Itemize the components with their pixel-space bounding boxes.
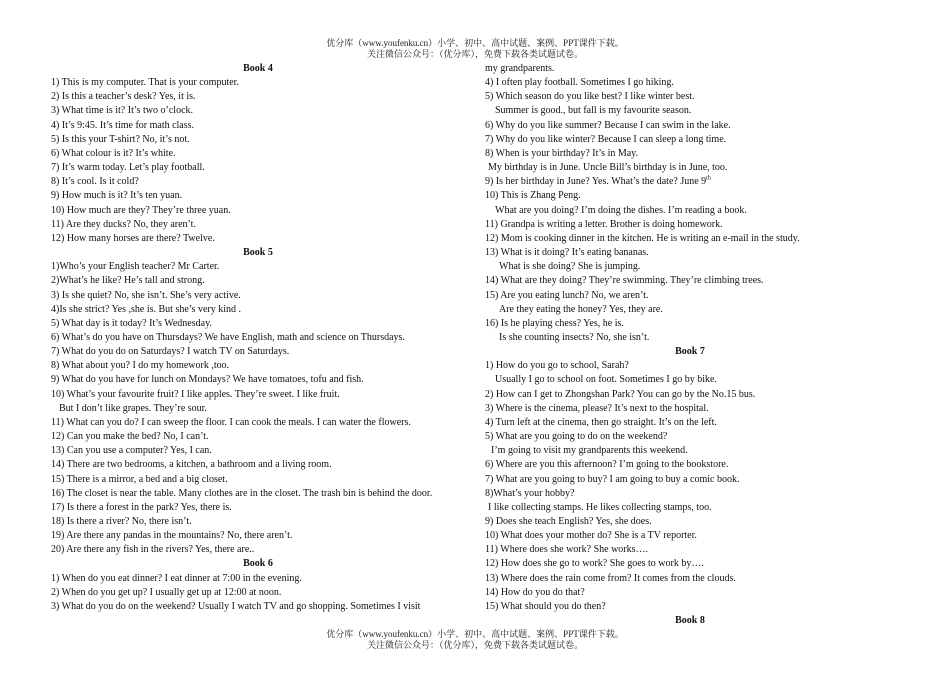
list-item: Are they eating the honey? Yes, they are. (499, 303, 663, 315)
list-item: 14) How do you do that? (485, 586, 585, 598)
footer-line-2: 关注微信公众号：（优分库），免费下载各类试题试卷。 (366, 640, 583, 650)
right-column (485, 62, 895, 628)
list-item: Is she counting insects? No, she isn’t. (499, 331, 650, 343)
list-item: 3) What time is it? It’s two o’clock. (51, 105, 194, 117)
list-item: I like collecting stamps. He likes collecting stamps, too. (488, 501, 712, 513)
book-8-title: Book 8 (675, 615, 705, 627)
list-item: 1) How do you go to school, Sarah? (485, 360, 629, 372)
list-item: 15) Are you eating lunch? No, we aren’t. (485, 289, 649, 301)
list-item: 11) Where does she work? She works…. (485, 544, 649, 556)
list-item: 14) What are they doing? They’re swimming. They’re climbing trees. (485, 275, 764, 287)
list-item: My birthday is in June. Uncle Bill’s birthday is in June, too. (488, 162, 728, 174)
list-item: 15) There is a mirror, a bed and a big closet. (51, 473, 228, 485)
list-item: 16) Is he playing chess? Yes, he is. (485, 317, 624, 329)
list-item: 13) What is it doing? It’s eating bananas. (485, 247, 649, 259)
list-item: 4) Turn left at the cinema, then go straight. It’s on the left. (485, 416, 717, 428)
list-item: Summer is good., but fall is my favourite season. (495, 105, 692, 117)
list-item: 10) What’s your favourite fruit? I like apples. They’re sweet. I like fruit. (51, 388, 340, 400)
list-item: 13) Where does the rain come from? It comes from the clouds. (485, 572, 736, 584)
page-header (0, 38, 950, 60)
list-item: 5) What day is it today? It’s Wednesday. (51, 317, 212, 329)
list-item: 5) Is this your T-shirt? No, it’s not. (51, 133, 190, 145)
list-item: 5) Which season do you like best? I like winter best. (485, 91, 695, 103)
date-ordinal-suffix: th (706, 175, 711, 182)
list-item: 9) Does she teach English? Yes, she does. (485, 516, 652, 527)
list-item: 7) What do you do on Saturdays? I watch TV on Saturdays. (51, 346, 290, 358)
list-item: 2) Is this a teacher’s desk? Yes, it is. (51, 91, 196, 103)
list-item: What is she doing? She is jumping. (499, 261, 641, 273)
list-item: 6) What colour is it? It’s white. (51, 147, 176, 159)
list-item: 7) Why do you like winter? Because I can sleep a long time. (485, 133, 727, 145)
list-item: 4) I often play football. Sometimes I go hiking. (485, 77, 674, 89)
list-item: 10) What does your mother do? She is a TV reporter. (485, 530, 697, 542)
list-item: 14) There are two bedrooms, a kitchen, a bathroom and a living room. (51, 459, 332, 471)
list-item: 9) What do you have for lunch on Mondays? We have tomatoes, tofu and fish. (51, 374, 364, 386)
list-item: 9) How much is it? It’s ten yuan. (51, 190, 183, 202)
list-item: 15) What should you do then? (485, 600, 606, 612)
list-item: But I don’t like grapes. They’re sour. (59, 402, 207, 414)
list-item: 12) Can you make the bed? No, I can’t. (51, 431, 209, 443)
list-item: 18) Is there a river? No, there isn’t. (51, 516, 192, 527)
list-item: 1) When do you eat dinner? I eat dinner at 7:00 in the evening. (51, 572, 302, 584)
list-item: 11) Are they ducks? No, they aren’t. (51, 218, 196, 230)
list-item (485, 175, 895, 189)
list-item: 4) It’s 9:45. It’s time for math class. (51, 119, 195, 131)
list-item: 19) Are there any pandas in the mountains? No, there aren’t. (51, 530, 293, 542)
list-item: 1)Who’s your English teacher? Mr Carter. (51, 261, 220, 273)
list-item: 3) Where is the cinema, please? It’s next to the hospital. (485, 402, 709, 414)
list-item: 12) Mom is cooking dinner in the kitchen. He is writing an e-mail in the study. (485, 232, 800, 244)
list-item: 3) Is she quiet? No, she isn’t. She’s very active. (51, 289, 241, 301)
list-item: 20) Are there any fish in the rivers? Yes, there are.. (51, 544, 255, 556)
list-item: 8) When is your birthday? It’s in May. (485, 147, 639, 159)
birthday-date-text: 9) Is her birthday in June? Yes. What’s the date? June 9 (485, 176, 707, 188)
list-item: 8) What about you? I do my homework ,too. (51, 360, 230, 372)
list-item: 2) When do you get up? I usually get up at 12:00 at noon. (51, 586, 282, 598)
list-item: 13) Can you use a computer? Yes, I can. (51, 445, 212, 457)
list-item: 1) This is my computer. That is your computer. (51, 77, 239, 89)
list-item: 7) It’s warm today. Let’s play football. (51, 162, 205, 174)
list-item: 4)Is she strict? Yes ,she is. But she’s very kind . (51, 303, 241, 315)
header-line-1: 优分库（www.youfenku.cn）小学、初中、高中试题、案例、PPT课件下载。 (326, 38, 624, 48)
list-item: 11) Grandpa is writing a letter. Brother is doing homework. (485, 218, 723, 230)
list-item: 6) Where are you this afternoon? I’m going to the bookstore. (485, 459, 729, 471)
book-6-title: Book 6 (243, 558, 273, 570)
book-7-title: Book 7 (675, 346, 705, 358)
book-4-title: Book 4 (243, 63, 273, 74)
list-item: 5) What are you going to do on the weekend? (485, 431, 668, 443)
list-item: 17) Is there a forest in the park? Yes, there is. (51, 501, 232, 513)
list-item: 8) It’s cool. Is it cold? (51, 176, 139, 188)
list-item: my grandparents. (485, 63, 555, 74)
book-5-title: Book 5 (243, 247, 273, 259)
list-item: 2) How can I get to Zhongshan Park? You can go by the No.15 bus. (485, 388, 756, 400)
footer-line-1: 优分库（www.youfenku.cn）小学、初中、高中试题、案例、PPT课件下载。 (326, 629, 624, 639)
list-item: 7) What are you going to buy? I am going to buy a comic book. (485, 473, 740, 485)
list-item: Usually I go to school on foot. Sometimes I go by bike. (495, 374, 717, 386)
list-item: 6) Why do you like summer? Because I can swim in the lake. (485, 119, 731, 131)
left-column (51, 62, 465, 614)
page-footer (0, 629, 950, 651)
list-item: 2)What’s he like? He’s tall and strong. (51, 275, 205, 287)
list-item: 10) How much are they? They’re three yuan. (51, 204, 231, 216)
list-item: 12) How does she go to work? She goes to work by…. (485, 558, 704, 570)
list-item: What are you doing? I’m doing the dishes. I’m reading a book. (495, 204, 747, 216)
header-line-2: 关注微信公众号：（优分库），免费下载各类试题试卷。 (366, 49, 583, 59)
list-item: 11) What can you do? I can sweep the floor. I can cook the meals. I can water the flowers. (51, 416, 411, 428)
list-item: 12) How many horses are there? Twelve. (51, 232, 215, 244)
list-item: 10) This is Zhang Peng. (485, 190, 581, 202)
list-item: 6) What’s do you have on Thursdays? We have English, math and science on Thursdays. (51, 331, 405, 343)
list-item: 3) What do you do on the weekend? Usually I watch TV and go shopping. Sometimes I visit (51, 600, 421, 612)
list-item: I’m going to visit my grandparents this weekend. (491, 445, 688, 457)
list-item: 8)What’s your hobby? (485, 487, 575, 499)
list-item: 16) The closet is near the table. Many clothes are in the closet. The trash bin is behind the door. (51, 487, 433, 499)
